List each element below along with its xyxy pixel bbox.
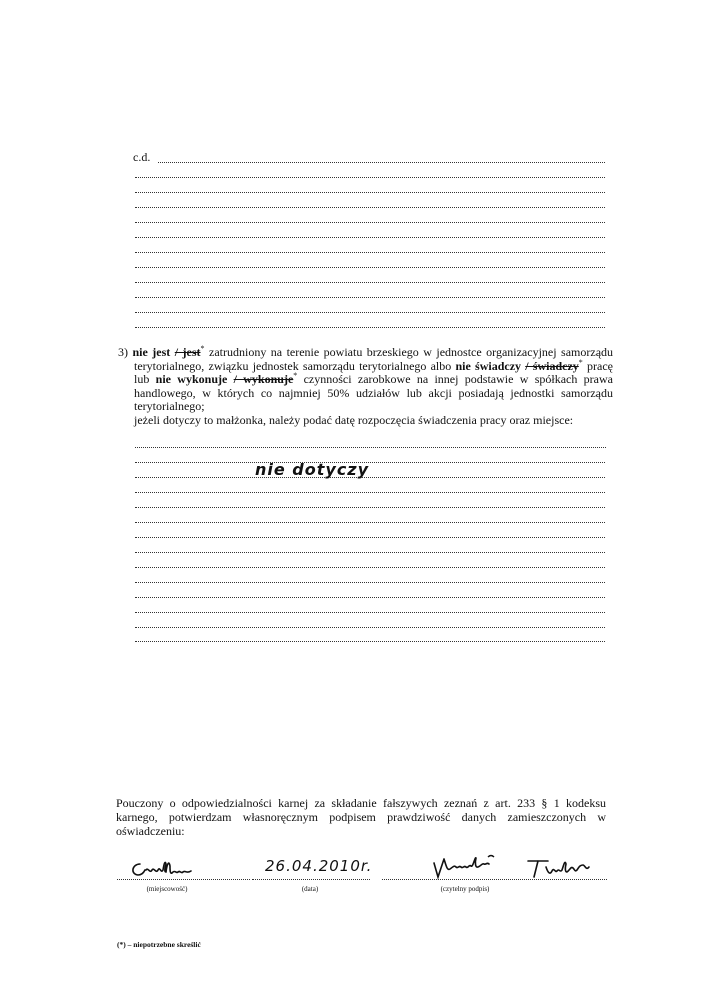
dotted-line [135, 597, 605, 598]
dotted-line [135, 207, 605, 208]
asterisk: * [293, 371, 298, 380]
asterisk: * [578, 357, 583, 367]
dotted-line [135, 252, 605, 253]
spouse-note: jeżeli dotyczy to małżonka, należy podać datę rozpoczęcia świadczenia pracy oraz miejsce: [134, 412, 574, 427]
date-caption: (data) [301, 885, 319, 893]
declaration-text: Pouczony o odpowiedzialności karnej za składanie fałszywych zeznań z art. 233 § 1 kodeksu karnego, potwierdzam własnoręcznym podpisem prawdziwość danych zamieszczonych w oświadczeniu: [116, 796, 606, 838]
asterisk: * [200, 344, 205, 353]
dotted-line [135, 462, 605, 463]
dotted-line [135, 552, 605, 553]
continuation-label: c.d. [133, 150, 151, 164]
dotted-line [135, 267, 605, 268]
place-caption: (miejscowość) [146, 885, 188, 893]
option-provides-struck: / świadczy [525, 358, 579, 373]
dotted-line [135, 567, 605, 568]
dotted-line [135, 177, 605, 178]
dotted-line [135, 282, 605, 283]
date-line [252, 879, 370, 880]
option-employed-struck: / jest [174, 345, 201, 359]
dotted-line [135, 237, 605, 238]
section-text: pracę lub [134, 358, 613, 386]
footnote: (*) – niepotrzebne skreślić [117, 940, 201, 949]
dotted-line [135, 627, 605, 628]
dotted-line [135, 492, 605, 493]
dotted-line [135, 312, 605, 313]
dotted-line [135, 507, 605, 508]
dotted-line [135, 537, 605, 538]
place-line [117, 879, 250, 880]
option-performs-struck: / wykonuje [233, 372, 294, 386]
dotted-line [135, 327, 605, 328]
dotted-line [135, 582, 605, 583]
dotted-line [135, 477, 605, 478]
dotted-line [135, 522, 605, 523]
dotted-line [158, 162, 605, 163]
section-3-paragraph [118, 346, 613, 414]
section-3 [118, 346, 613, 427]
section-text: czynności zarobkowe na innej podstawie w spółkach prawa handlowego, w których co najmniej 50% udziałów lub akcji posiadają jednostki samorządu terytorialnego; [134, 372, 613, 413]
handwritten-answer: nie dotyczy [255, 460, 370, 479]
section-number: 3) [118, 345, 128, 359]
dotted-line [135, 447, 606, 448]
signature-caption: (czytelny podpis) [440, 885, 490, 893]
dotted-line [135, 641, 605, 642]
handwritten-date: 26.04.2010r. [265, 857, 373, 875]
handwritten-place [128, 858, 208, 880]
signature-line [382, 879, 607, 880]
option-not-employed: nie jest [132, 345, 171, 359]
option-not-provides: nie świadczy [455, 358, 522, 373]
option-not-performs: nie wykonuje [155, 372, 228, 386]
dotted-line [135, 297, 605, 298]
dotted-line [135, 222, 605, 223]
dotted-line [135, 192, 605, 193]
section-text: zatrudniony na terenie powiatu brzeskiego w jednostce organizacyjnej samorządu terytorialnego, związku jednostek samorządu terytorialnego albo [134, 345, 614, 373]
dotted-line [135, 612, 605, 613]
